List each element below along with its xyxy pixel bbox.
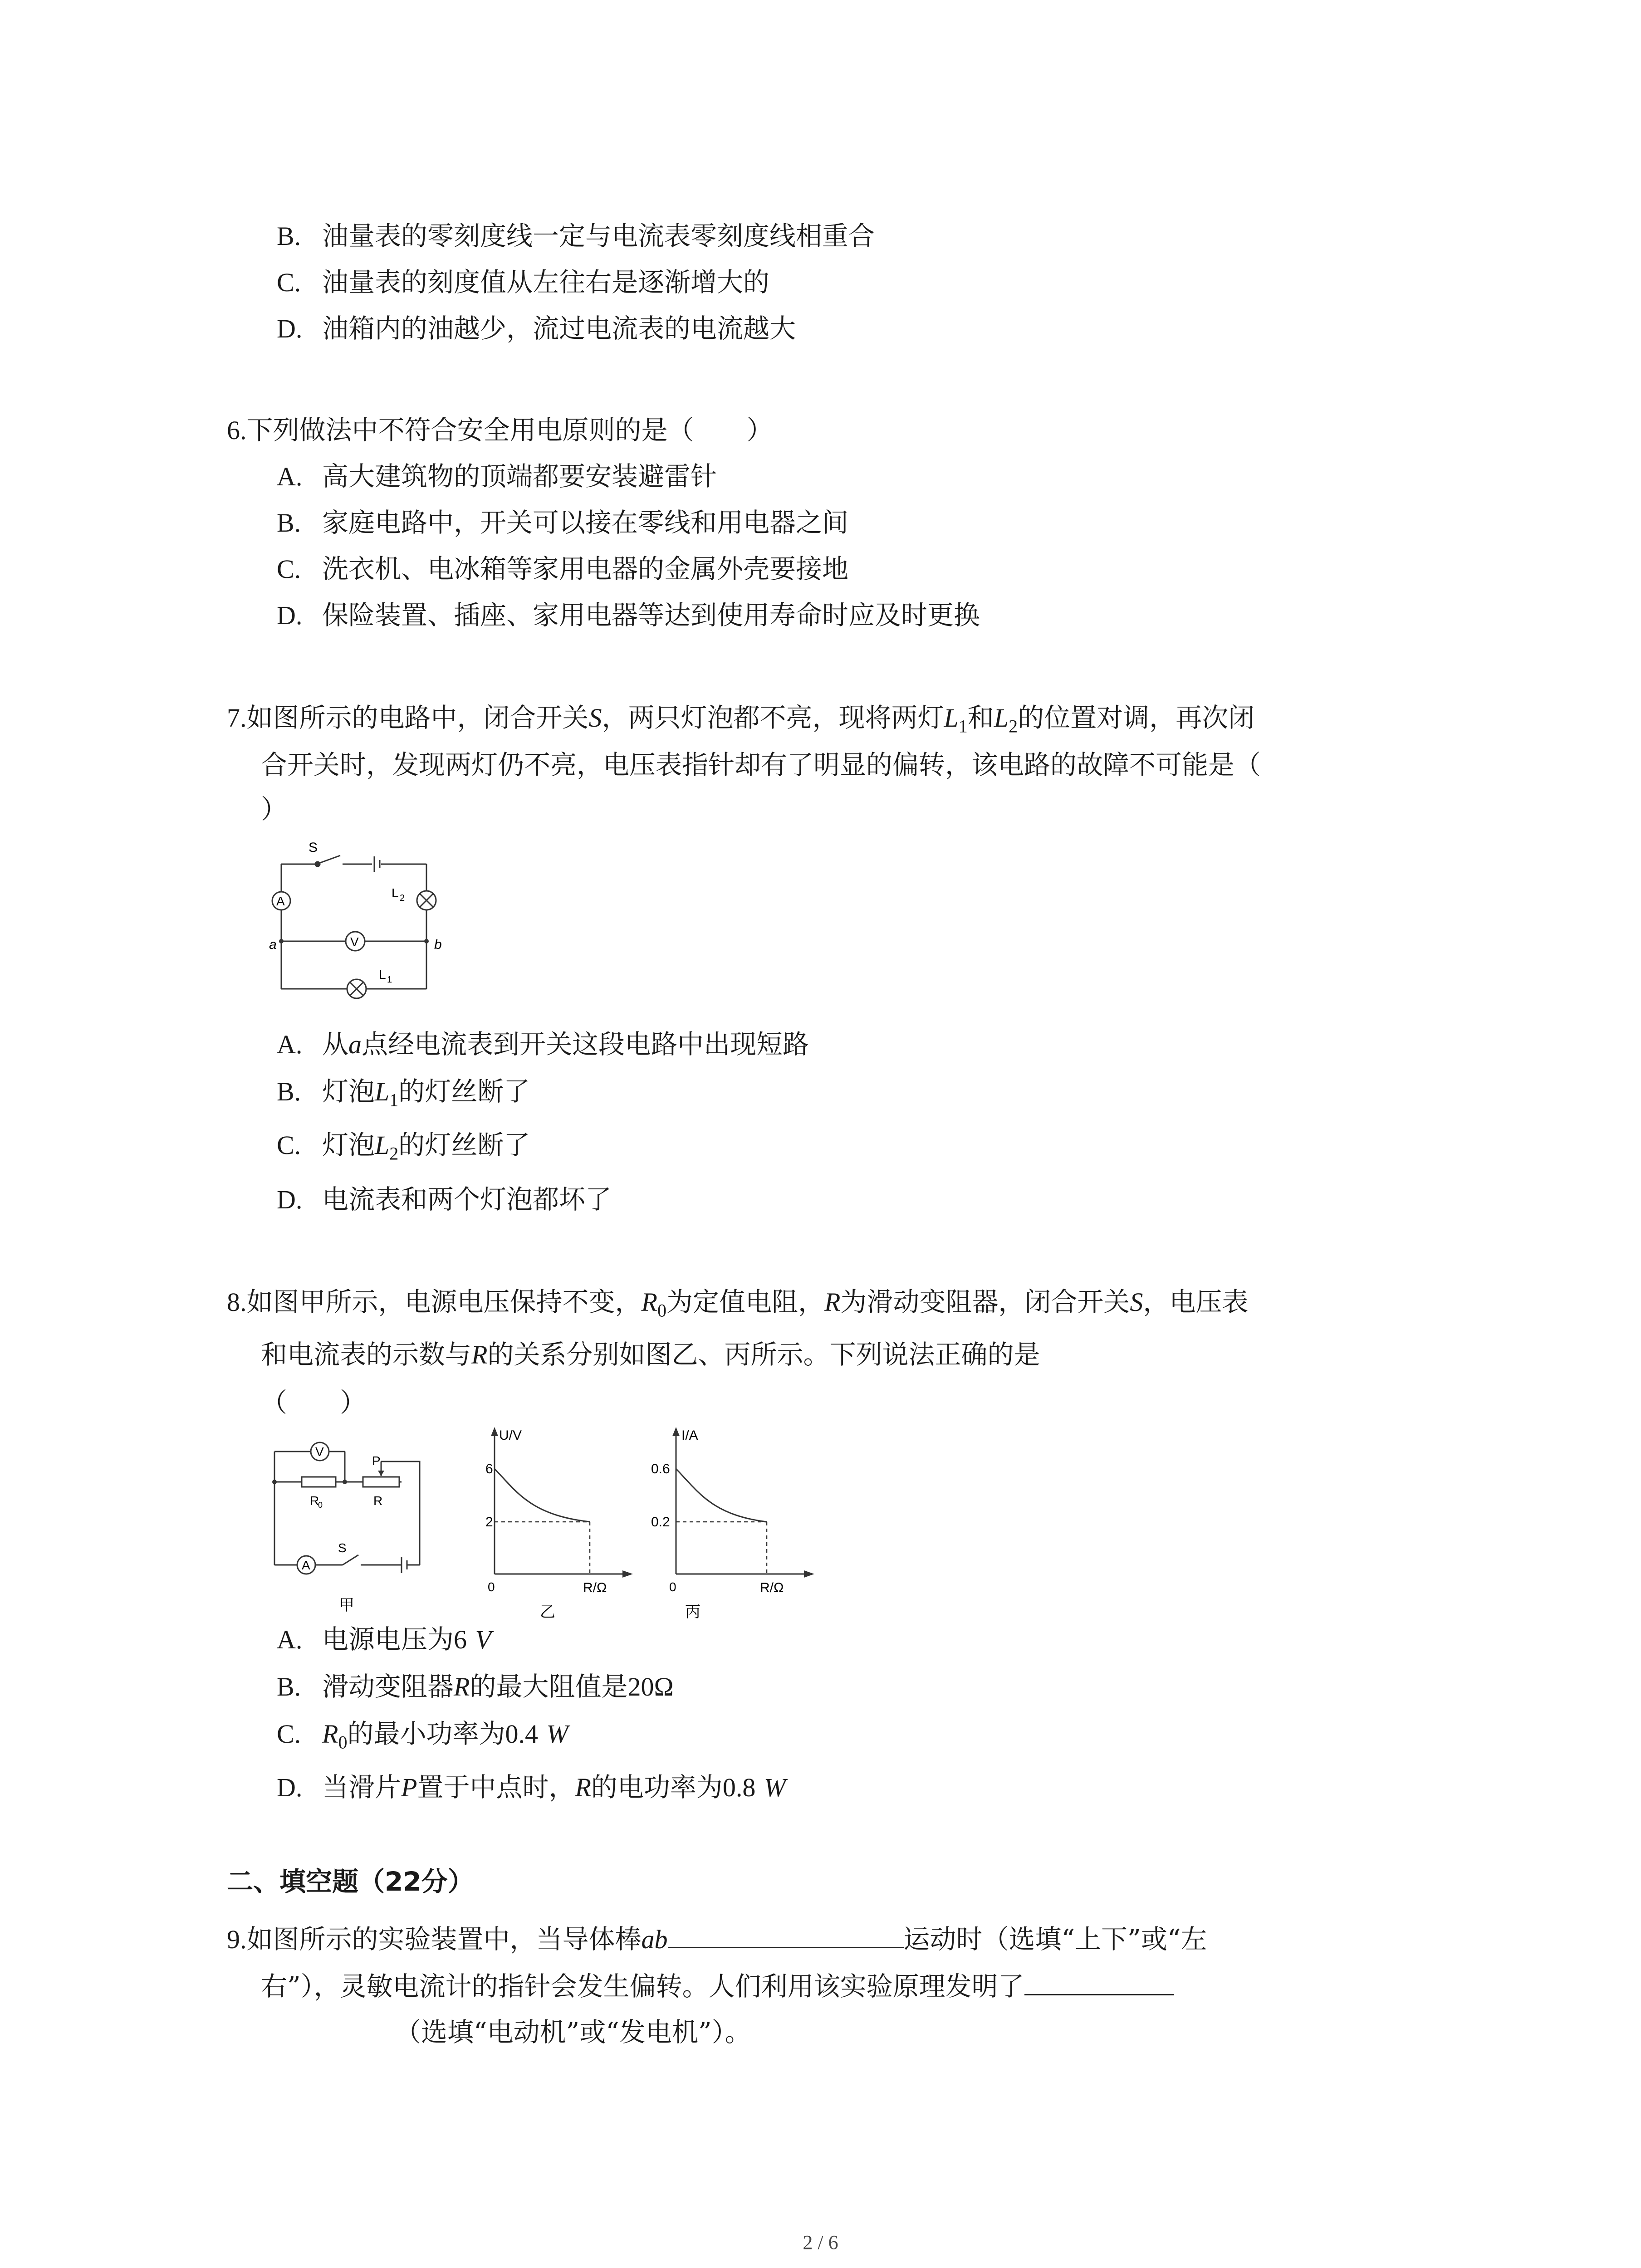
origin-label: 0 bbox=[669, 1580, 676, 1594]
option-letter: D. bbox=[277, 1773, 303, 1802]
option-letter: D. bbox=[277, 1185, 303, 1214]
axis-label-x: R/Ω bbox=[760, 1580, 784, 1595]
option-unit: V bbox=[475, 1625, 491, 1654]
question-text: 如图所示的电路中，闭合开关 bbox=[246, 702, 589, 733]
question-text: ，电压表 bbox=[1143, 1286, 1249, 1317]
q7-option-b bbox=[277, 1073, 530, 1119]
question-number: 7. bbox=[227, 703, 247, 733]
fig-caption-bing: 丙 bbox=[685, 1603, 700, 1621]
option-letter: B. bbox=[277, 1077, 301, 1106]
var-l2: L bbox=[994, 703, 1009, 733]
q5-option-c bbox=[277, 264, 769, 301]
var-r: R bbox=[575, 1773, 591, 1802]
q6-stem bbox=[227, 412, 773, 449]
q5-option-d bbox=[277, 310, 796, 347]
fig-label-l1: L bbox=[379, 968, 386, 982]
question-text: 如图甲所示，电源电压保持不变， bbox=[246, 1286, 642, 1317]
var-a: a bbox=[348, 1030, 362, 1059]
var-s: S bbox=[588, 703, 602, 733]
q8-graph-bing bbox=[649, 1424, 821, 1624]
option-text: 的灯丝断了 bbox=[398, 1129, 530, 1160]
q7-option-c bbox=[277, 1127, 530, 1172]
option-letter: C. bbox=[277, 268, 301, 297]
var-r: R bbox=[471, 1340, 488, 1369]
fig-label-l2-sub: 2 bbox=[400, 893, 405, 903]
var-s: S bbox=[1130, 1287, 1143, 1317]
option-number: 6 bbox=[454, 1625, 467, 1654]
fig-label-ammeter: A bbox=[276, 894, 285, 908]
q6-option-d bbox=[277, 597, 980, 634]
option-letter: D. bbox=[277, 314, 303, 343]
option-text: 家庭电路中，开关可以接在零线和用电器之间 bbox=[322, 507, 849, 538]
tick-label-mid: 0.2 bbox=[651, 1515, 670, 1530]
question-text: （选填“电动机”或“发电机”）。 bbox=[395, 2017, 751, 2048]
q8-option-d bbox=[277, 1769, 786, 1806]
var-ab: ab bbox=[641, 1925, 668, 1954]
tick-label-mid: 2 bbox=[485, 1515, 493, 1530]
question-text: 和 bbox=[967, 702, 994, 733]
question-text: 运动时（选填“上下”或“左 bbox=[903, 1924, 1207, 1955]
q7-option-d bbox=[277, 1181, 612, 1218]
subscript: 2 bbox=[389, 1143, 399, 1164]
fig-caption-yi: 乙 bbox=[540, 1603, 555, 1621]
fig-label-ammeter: A bbox=[302, 1558, 310, 1572]
fig-label-l1-sub: 1 bbox=[387, 975, 392, 985]
fig-label-b: b bbox=[434, 937, 442, 952]
option-text: 油箱内的油越少，流过电流表的电流越大 bbox=[322, 313, 796, 344]
fig-label-voltmeter: V bbox=[315, 1445, 324, 1459]
option-text: 保险装置、插座、家用电器等达到使用寿命时应及时更换 bbox=[322, 600, 980, 631]
q9-line3 bbox=[395, 2014, 751, 2050]
question-text: （ ） bbox=[261, 1387, 367, 1418]
option-unit: W bbox=[764, 1773, 786, 1802]
q8-option-b bbox=[277, 1668, 674, 1705]
option-text: 灯泡 bbox=[322, 1129, 375, 1160]
question-text: 如图所示的实验装置中，当导体棒 bbox=[246, 1924, 642, 1955]
fig-label-voltmeter: V bbox=[350, 935, 359, 949]
option-text: 当滑片 bbox=[322, 1772, 402, 1803]
fig-label-r0: R bbox=[310, 1494, 319, 1508]
q7-circuit-diagram bbox=[265, 839, 456, 1012]
var-p: P bbox=[401, 1773, 417, 1802]
option-letter: C. bbox=[277, 1719, 301, 1749]
option-text: 电流表和两个灯泡都坏了 bbox=[322, 1184, 612, 1215]
axis-label-y: U/V bbox=[499, 1428, 522, 1443]
option-text: 点经电流表到开关这段电路中出现短路 bbox=[362, 1029, 809, 1060]
var-l1: L bbox=[375, 1077, 390, 1106]
question-number: 8. bbox=[227, 1287, 247, 1317]
option-letter: B. bbox=[277, 221, 301, 251]
var-r: R bbox=[454, 1672, 470, 1701]
option-number: 0.4 bbox=[505, 1719, 538, 1749]
question-number: 9. bbox=[227, 1925, 247, 1954]
axis-label-x: R/Ω bbox=[583, 1580, 607, 1595]
question-text: 的位置对调，再次闭 bbox=[1018, 702, 1255, 733]
fig-label-p: P bbox=[372, 1454, 381, 1468]
option-text: 的电功率为 bbox=[591, 1772, 723, 1803]
subscript: 1 bbox=[389, 1090, 399, 1110]
q7-stem-line3 bbox=[261, 791, 287, 827]
var-l1: L bbox=[944, 703, 959, 733]
q7-option-a bbox=[277, 1026, 809, 1063]
question-text: 的关系分别如图乙、丙所示。下列说法正确的是 bbox=[487, 1339, 1040, 1370]
subscript: 1 bbox=[958, 716, 968, 737]
q7-stem-line1 bbox=[227, 699, 1254, 745]
q8-circuit-jia bbox=[265, 1429, 456, 1624]
fig-caption-jia: 甲 bbox=[339, 1597, 354, 1614]
question-text: 合开关时，发现两灯仍不亮，电压表指针却有了明显的偏转，该电路的故障不可能是（ bbox=[261, 749, 1261, 780]
q6-option-b bbox=[277, 504, 848, 541]
question-text: 为定值电阻， bbox=[666, 1286, 824, 1317]
q6-option-c bbox=[277, 551, 848, 587]
question-text: 下列做法中不符合安全用电原则的是（ ） bbox=[246, 415, 773, 445]
var-r0: R bbox=[641, 1287, 657, 1317]
option-letter: C. bbox=[277, 554, 301, 584]
q8-option-a bbox=[277, 1621, 491, 1658]
question-text: 为滑动变阻器，闭合开关 bbox=[840, 1286, 1130, 1317]
q8-option-c bbox=[277, 1716, 568, 1761]
option-letter: A. bbox=[277, 1625, 303, 1654]
option-text: 的最小功率为 bbox=[347, 1718, 505, 1749]
option-text: 灯泡 bbox=[322, 1076, 375, 1107]
q8-graph-yi bbox=[476, 1424, 640, 1624]
origin-label: 0 bbox=[488, 1580, 495, 1594]
fig-label-s: S bbox=[309, 840, 318, 855]
option-letter: A. bbox=[277, 1030, 303, 1059]
option-text: 置于中点时， bbox=[417, 1772, 575, 1803]
fig-label-a: a bbox=[269, 937, 277, 952]
subscript: 0 bbox=[657, 1300, 666, 1321]
option-text: 电源电压为 bbox=[322, 1624, 454, 1655]
answer-blank-2[interactable] bbox=[1024, 1967, 1174, 1995]
subscript: 0 bbox=[338, 1732, 348, 1753]
tick-label-top: 6 bbox=[485, 1461, 493, 1476]
option-text: 洗衣机、电冰箱等家用电器的金属外壳要接地 bbox=[322, 553, 849, 584]
option-letter: B. bbox=[277, 1672, 301, 1701]
fig-label-r0-sub: 0 bbox=[318, 1501, 323, 1510]
q8-stem-line3 bbox=[261, 1384, 366, 1421]
question-number: 6. bbox=[227, 415, 247, 445]
section-heading: 二、填空题（22分） bbox=[227, 1866, 474, 1897]
question-text: ，两只灯泡都不亮，现将两灯 bbox=[602, 702, 944, 733]
var-r0: R bbox=[322, 1719, 338, 1749]
q8-stem-line2 bbox=[261, 1336, 1040, 1373]
option-letter: C. bbox=[277, 1130, 301, 1160]
axis-label-y: I/A bbox=[681, 1428, 698, 1443]
option-text: 油量表的零刻度线一定与电流表零刻度线相重合 bbox=[322, 220, 875, 251]
q7-stem-line2 bbox=[261, 747, 1261, 783]
q9-line2 bbox=[261, 1967, 1174, 2004]
q9-line1 bbox=[227, 1920, 1207, 1958]
option-number: 0.8 bbox=[722, 1773, 756, 1802]
q8-stem-line1 bbox=[227, 1284, 1248, 1329]
q5-option-b bbox=[277, 218, 875, 254]
subscript: 2 bbox=[1009, 716, 1018, 737]
option-text: 的最大阻值是 bbox=[470, 1671, 628, 1702]
fig-label-s: S bbox=[338, 1541, 347, 1555]
fig-label-l2: L bbox=[392, 886, 399, 900]
q6-option-a bbox=[277, 458, 717, 495]
option-text: 高大建筑物的顶端都要安装避雷针 bbox=[322, 461, 717, 492]
fig-label-r: R bbox=[373, 1494, 383, 1508]
option-text: 从 bbox=[322, 1029, 349, 1060]
answer-blank-1[interactable] bbox=[668, 1920, 904, 1948]
var-l2: L bbox=[375, 1130, 390, 1160]
option-letter: D. bbox=[277, 601, 303, 630]
option-text: 的灯丝断了 bbox=[398, 1076, 530, 1107]
question-text: 右”），灵敏电流计的指针会发生偏转。人们利用该实验原理发明了 bbox=[261, 1971, 1024, 2002]
question-text: ） bbox=[261, 794, 288, 825]
option-number: 20Ω bbox=[627, 1672, 674, 1701]
page-number: 2 / 6 bbox=[803, 2231, 838, 2253]
tick-label-top: 0.6 bbox=[651, 1461, 670, 1476]
option-letter: A. bbox=[277, 462, 303, 491]
option-text: 油量表的刻度值从左往右是逐渐增大的 bbox=[322, 267, 770, 298]
question-text: 和电流表的示数与 bbox=[261, 1339, 472, 1370]
option-unit: W bbox=[546, 1719, 568, 1749]
option-text: 滑动变阻器 bbox=[322, 1671, 454, 1702]
var-r: R bbox=[824, 1287, 841, 1317]
option-letter: B. bbox=[277, 508, 301, 538]
